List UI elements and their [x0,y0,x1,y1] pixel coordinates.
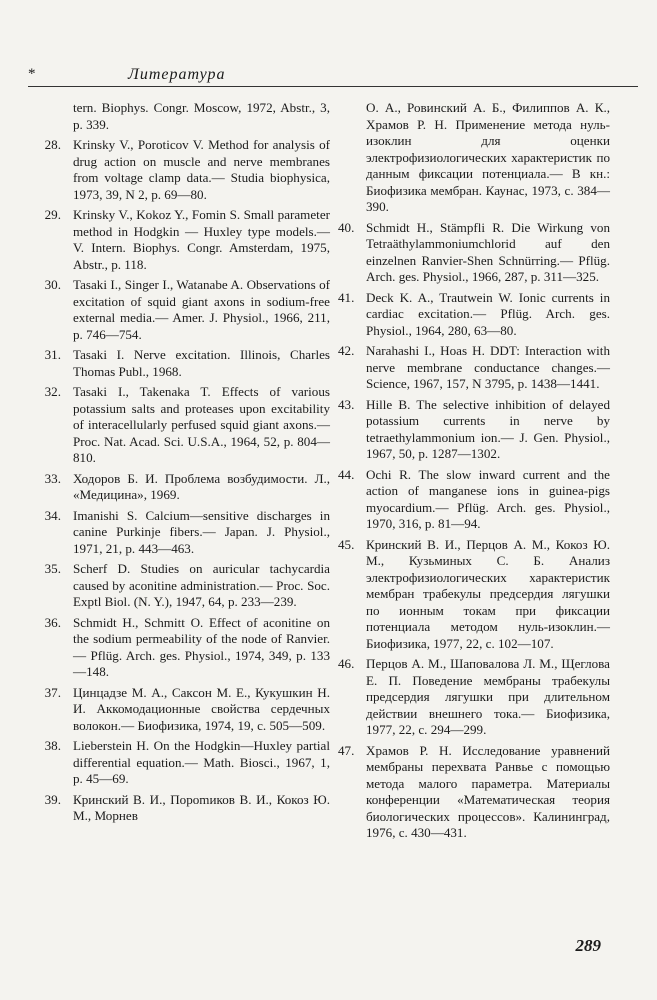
reference-entry [63,100,330,133]
reference-entry [44,470,330,504]
reference-entry [342,100,610,216]
reference-text: Перцов А. М., Шаповалова Л. М., Щеглова Е. П. Поведение мембраны трабекулы предсердия лягушки при длительном действии внешнего тока.— Биофизика, 1977, 22, с. 294—299. [366,656,610,737]
reference-entry [338,289,610,340]
reference-entry [44,684,330,735]
reference-text: Schmidt H., Schmitt O. Effect of aconitine on the sodium permeability of the node of Ranvier.— Pflüg. Arch. ges. Physiol., 1974, 349, p. 133—148. [73,614,330,679]
reference-entry [338,396,610,463]
reference-number: 33. [44,470,61,486]
reference-text: О. А., Ровинский А. Б., Филиппов А. К., Храмов Р. Н. Применение метода нуль-изоклин для оценки электрофизиологических характеристик по данным фиксации потенциала.— В кн.: Биофизика мембран. Каунас, 1973, с. 384—390. [366,100,610,214]
reference-entry [338,742,610,842]
running-header [28,64,638,88]
reference-text: Imanishi S. Calcium—sensitive discharges in canine Purkinje fibers.— Japan. J. Physiol., 1971, 21, p. 443—463. [73,507,330,556]
reference-text: Кринский В. И., Перцов А. М., Кокоз Ю. М., Кузьминых С. Б. Анализ электрофизиологических характеристик мембран трабекулы предсердия лягушки по ионным токам при фиксации потенциала методом нуль-изоклин.— Биофизика, 1977, 22, с. 102—107. [366,536,610,651]
reference-entry [44,738,330,788]
right-column [338,100,610,846]
reference-text: Krinsky V., Kokoz Y., Fomin S. Small parameter method in Hodgkin — Huxley type models.— V. Intern. Biophys. Congr. Amsterdam, 1975, Abstr., p. 118. [73,207,330,272]
left-column [44,100,330,829]
reference-entry [338,466,610,533]
reference-number: 45. [338,536,355,552]
reference-text: Hille B. The selective inhibition of delayed potassium currents in nerve by tetraethylammonium ion.— J. Gen. Physiol., 1967, 50, p. 1287—1302. [366,396,610,461]
reference-number: 41. [338,289,355,305]
reference-number: 36. [44,614,61,630]
reference-text: Scherf D. Studies on auricular tachycardia caused by aconitine administration.— Proc. Soc. Exptl Biol. (N. Y.), 1947, 64, p. 233—239. [73,561,330,609]
page-number: 289 [575,936,601,955]
reference-text: Schmidt H., Stämpfli R. Die Wirkung von Tetraäthylammoniumchlorid auf den einzelnen Ranvier-Shen Schnürring.— Pflüg. Arch. ges. Physiol., 1966, 287, p. 311—325. [366,219,610,284]
reference-text: Ochi R. The slow inward current and the action of manganese ions in guinea-pigs myocardium.— Pflüg. Arch. ges. Physiol., 1970, 316, p. 81—94. [366,466,610,531]
reference-number: 34. [44,507,61,523]
reference-entry [44,207,330,273]
reference-text: Narahashi I., Hoas H. DDT: Interaction with nerve membrane conductance changes.— Science, 1967, 157, N 3795, p. 1438—1441. [366,343,610,391]
reference-text: Кринский В. И., Пороmиков В. И., Кокоз Ю. М., Морнев [73,791,330,823]
reference-number: 35. [44,561,61,576]
reference-entry [44,277,330,343]
reference-number: 28. [44,137,61,152]
reference-text: Krinsky V., Poroticov V. Method for analysis of drug action on muscle and nerve membranes from voltage clamp data.— Studia biophysica, 1973, 39, N 2, p. 69—80. [73,137,330,202]
reference-entry [338,536,610,653]
reference-text: Храмов Р. Н. Исследование уравнений мембраны перехвата Ранвье с помощью метода малого параметра. Материалы конференции «Математическая теория биологических процессов». Калининград, 1976, с. 430—431. [366,742,610,840]
reference-number: 29. [44,207,61,222]
reference-number: 40. [338,219,355,235]
reference-entry [44,507,330,558]
reference-text: Tasaki I., Takenaka T. Effects of various potassium salts and proteases upon excitability of interacellularly perfused squid giant axons.— Proc. Nat. Acad. Sci. U.S.A., 1964, 52, p. 804—810. [73,384,330,465]
reference-number: 42. [338,343,355,358]
reference-number: 37. [44,684,61,700]
reference-number: 47. [338,742,355,758]
reference-entry [338,219,610,286]
reference-number: 44. [338,466,355,482]
header-rule [28,86,638,87]
reference-text: Tasaki I. Nerve excitation. Illinois, Charles Thomas Publ., 1968. [73,347,330,379]
header-mark: * [28,66,36,82]
reference-text: Tasaki I., Singer I., Watanabe A. Observations of excitation of squid giant axons in sodium-free external media.— Amer. J. Physiol., 1966, 211, p. 746—754. [73,277,330,342]
reference-number: 43. [338,396,355,412]
reference-entry [44,614,330,681]
reference-text: Lieberstein H. On the Hodgkin—Huxley partial differential equation.— Math. Biosci., 1967, 1, p. 45—69. [73,738,330,786]
reference-text: Deck K. A., Trautwein W. Ionic currents in cardiac excitation.— Pflüg. Arch. ges. Physiol., 1964, 280, 63—80. [366,289,610,338]
reference-text: Ходоров Б. И. Проблема возбудимости. Л., «Медицина», 1969. [73,470,330,502]
reference-entry [44,137,330,203]
reference-text: Цинцадзе М. А., Саксон М. Е., Кукушкин Н. И. Аккомодационные свойства сердечных волокон.— Биофизика, 1974, 19, с. 505—509. [73,684,330,733]
reference-number: 38. [44,738,61,753]
header-title: Литература [128,66,226,83]
reference-number: 31. [44,347,61,362]
reference-number: 32. [44,384,61,399]
reference-entry [44,384,330,467]
reference-entry [338,656,610,739]
reference-text: tern. Biophys. Congr. Moscow, 1972, Abstr., 3, p. 339. [73,100,330,132]
reference-number: 46. [338,656,355,671]
reference-entry [44,561,330,611]
reference-number: 30. [44,277,61,292]
reference-entry [44,791,330,825]
reference-entry [44,347,330,380]
reference-entry [338,343,610,393]
reference-number: 39. [44,791,61,807]
